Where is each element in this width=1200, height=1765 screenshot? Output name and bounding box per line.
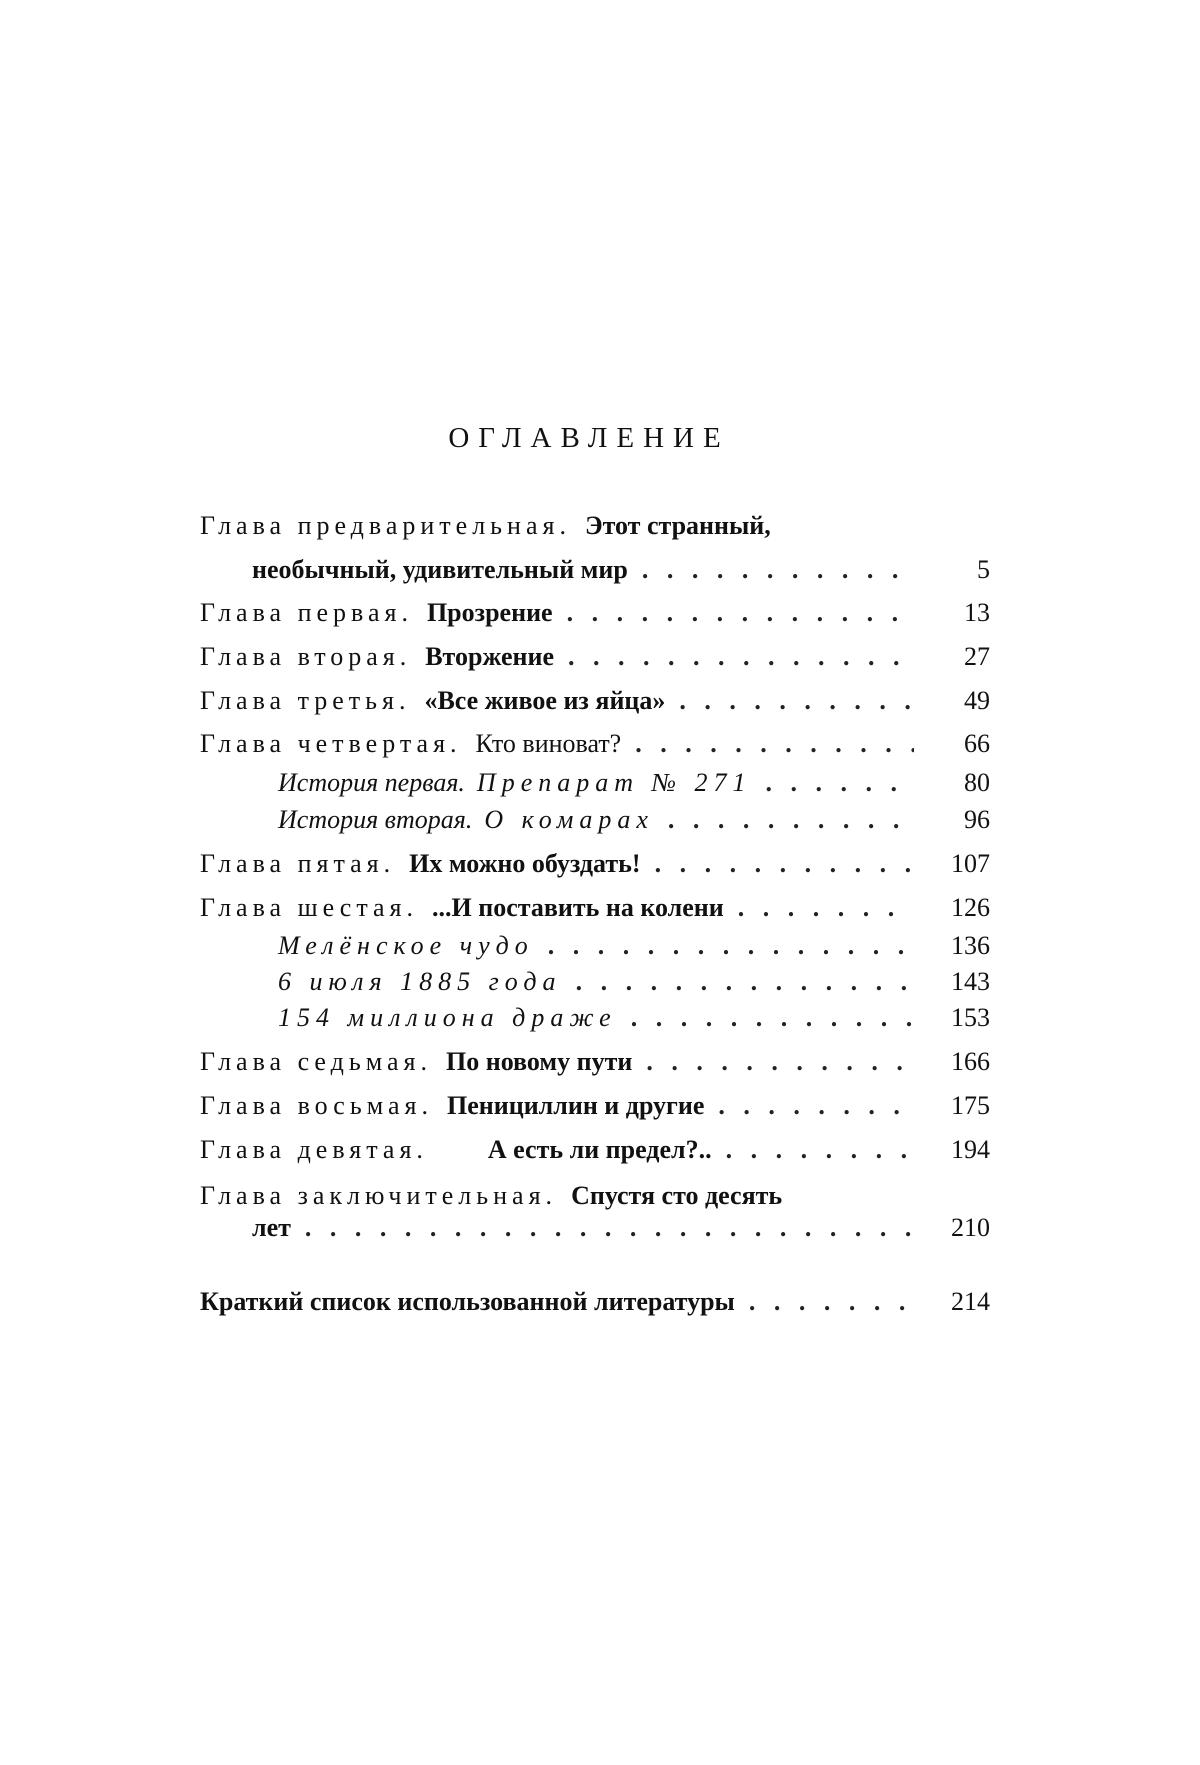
toc-entry-conclusion[interactable] [200, 1178, 990, 1214]
toc-entry-chapter-2[interactable] [200, 639, 990, 675]
leader-dots [576, 964, 914, 1000]
chapter-title: Кто виноват? [475, 729, 622, 758]
toc-entry-story-1[interactable] [278, 765, 990, 801]
leader-dots [642, 552, 914, 588]
chapter-title: Этот странный, [584, 511, 771, 540]
chapter-title: ...И поставить на колени [432, 893, 724, 922]
story-title: О комарах [484, 805, 654, 834]
leader-dots [655, 846, 914, 882]
toc-entry-section-meleno[interactable] [278, 928, 990, 964]
chapter-title: А есть ли предел?.. [487, 1135, 712, 1164]
toc-entry-bibliography[interactable] [200, 1284, 990, 1320]
leader-dots [631, 1000, 914, 1036]
section-title: 154 миллиона драже [278, 1003, 617, 1032]
leader-dots [668, 802, 914, 838]
toc-entry-chapter-4[interactable] [200, 726, 990, 762]
page-number: 126 [951, 893, 990, 922]
page-number: 214 [951, 1287, 990, 1316]
page-title: ОГЛАВЛЕНИЕ [448, 422, 730, 454]
toc-entry-chapter-3[interactable] [200, 683, 990, 719]
toc-entry-chapter-7[interactable] [200, 1044, 990, 1080]
story-label: История вторая. [278, 805, 473, 834]
toc-entry-section-1885[interactable] [278, 964, 990, 1000]
leader-dots [548, 928, 914, 964]
chapter-label: Глава пятая. [200, 849, 396, 878]
leader-dots [749, 1284, 914, 1320]
chapter-title: Спустя сто десять [571, 1181, 783, 1210]
chapter-title-cont: необычный, удивительный мир [252, 555, 628, 584]
page-number: 96 [964, 805, 990, 834]
leader-dots [766, 765, 914, 801]
toc-entry-chapter-6[interactable] [200, 890, 990, 926]
page-number: 13 [964, 598, 990, 627]
leader-dots [679, 683, 914, 719]
page-number: 66 [964, 729, 990, 758]
chapter-label: Глава шестая. [200, 893, 418, 922]
toc-entry-chapter-9[interactable] [200, 1132, 990, 1168]
chapter-title: Их можно обуздать! [409, 849, 641, 878]
toc-entry-preface-cont[interactable] [252, 552, 990, 588]
chapter-label: Глава вторая. [200, 642, 412, 671]
chapter-label: Глава заключительная. [200, 1181, 558, 1210]
page-number: 175 [951, 1091, 990, 1120]
bibliography-title: Краткий список использованной литературы [200, 1287, 735, 1316]
chapter-label: Глава третья. [200, 686, 411, 715]
chapter-title: «Все живое из яйца» [424, 686, 666, 715]
leader-dots [738, 890, 914, 926]
chapter-title: Прозрение [426, 598, 553, 627]
toc-entry-chapter-8[interactable] [200, 1088, 990, 1124]
toc-entry-section-dragee[interactable] [278, 1000, 990, 1036]
section-title: Мелёнское чудо [278, 931, 534, 960]
chapter-title: Пенициллин и другие [446, 1091, 705, 1120]
page-number: 27 [964, 642, 990, 671]
chapter-label: Глава предварительная. [200, 511, 571, 540]
chapter-label: Глава седьмая. [200, 1047, 432, 1076]
story-label: История первая. [278, 768, 465, 797]
page-number: 210 [951, 1213, 990, 1242]
leader-dots [305, 1210, 914, 1246]
page-number: 136 [951, 931, 990, 960]
leader-dots [568, 639, 914, 675]
chapter-label: Глава восьмая. [200, 1091, 433, 1120]
page-number: 5 [977, 555, 990, 584]
leader-dots [726, 1132, 914, 1168]
story-title: Препарат № 271 [476, 768, 752, 797]
page-number: 80 [964, 768, 990, 797]
toc-entry-story-2[interactable] [278, 802, 990, 838]
chapter-label: Глава девятая. [200, 1135, 428, 1164]
page-number: 153 [951, 1003, 990, 1032]
page-number: 107 [951, 849, 990, 878]
page-number: 49 [964, 686, 990, 715]
chapter-title: Вторжение [425, 642, 554, 671]
chapter-label: Глава четвертая. [200, 729, 462, 758]
chapter-label: Глава первая. [200, 598, 413, 627]
chapter-title-cont: лет [252, 1213, 291, 1242]
page-number: 143 [951, 967, 990, 996]
chapter-title: По новому пути [445, 1047, 633, 1076]
toc-entry-chapter-5[interactable] [200, 846, 990, 882]
leader-dots [567, 595, 914, 631]
section-title: 6 июля 1885 года [278, 967, 562, 996]
page-number: 194 [951, 1135, 990, 1164]
toc-entry-conclusion-cont[interactable] [252, 1210, 990, 1246]
leader-dots [635, 726, 914, 762]
toc-entry-preface[interactable] [200, 508, 990, 544]
toc-entry-chapter-1[interactable] [200, 595, 990, 631]
page-number: 166 [951, 1047, 990, 1076]
leader-dots [718, 1088, 914, 1124]
leader-dots [646, 1044, 914, 1080]
